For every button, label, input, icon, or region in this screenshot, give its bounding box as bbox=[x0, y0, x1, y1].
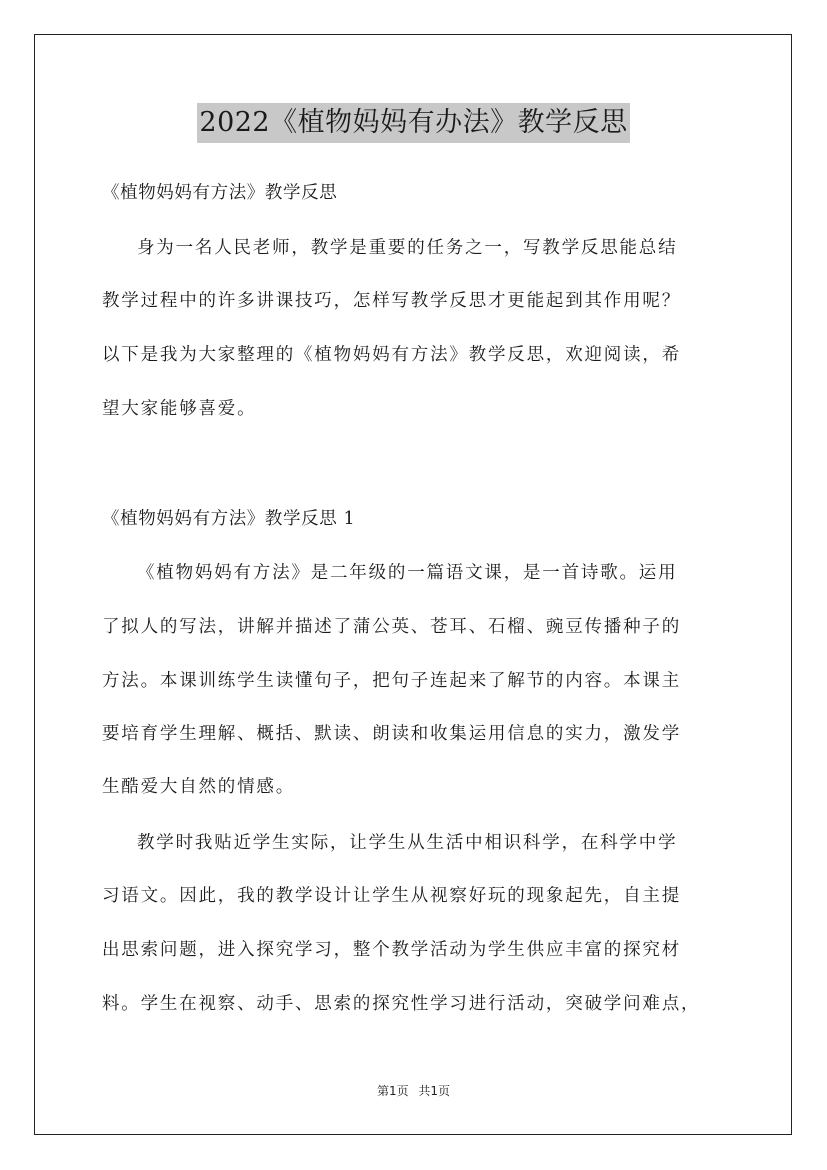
document-title: 2022《植物妈妈有办法》教学反思 bbox=[197, 103, 629, 143]
section-heading: 《植物妈妈有方法》教学反思 1 bbox=[102, 509, 356, 529]
paragraph-line: 教学时我贴近学生实际，让学生从生活中相识科学，在科学中学 bbox=[137, 833, 678, 853]
page-number: 第1页 bbox=[376, 1084, 409, 1098]
paragraph-line: 《植物妈妈有方法》是二年级的一篇语文课，是一首诗歌。运用 bbox=[137, 563, 678, 583]
paragraph-line: 料。学生在视察、动手、思索的探究性学习进行活动，突破学问难点， bbox=[102, 994, 701, 1014]
document-subtitle: 《植物妈妈有方法》教学反思 bbox=[102, 183, 338, 203]
intro-line: 望大家能够喜爱。 bbox=[102, 399, 257, 419]
paragraph-line: 了拟人的写法，讲解并描述了蒲公英、苍耳、石榴、豌豆传播种子的 bbox=[102, 617, 681, 637]
paragraph-line: 习语文。因此，我的教学设计让学生从视察好玩的现象起先，自主提 bbox=[102, 886, 681, 906]
paragraph-line: 出思索问题，进入探究学习，整个教学活动为学生供应丰富的探究材 bbox=[102, 940, 681, 960]
intro-line: 身为一名人民老师，教学是重要的任务之一，写教学反思能总结 bbox=[137, 238, 678, 258]
paragraph-line: 生酷爱大自然的情感。 bbox=[102, 777, 295, 797]
title-container bbox=[0, 103, 827, 143]
intro-line: 以下是我为大家整理的《植物妈妈有方法》教学反思，欢迎阅读，希 bbox=[102, 345, 681, 365]
paragraph-line: 要培育学生理解、概括、默读、朗读和收集运用信息的实力，激发学 bbox=[102, 724, 681, 744]
page-total: 共1页 bbox=[418, 1084, 451, 1098]
paragraph-line: 方法。本课训练学生读懂句子，把句子连起来了解节的内容。本课主 bbox=[102, 671, 681, 691]
page-footer bbox=[0, 1082, 827, 1099]
intro-line: 教学过程中的许多讲课技巧，怎样写教学反思才更能起到其作用呢？ bbox=[102, 291, 681, 311]
